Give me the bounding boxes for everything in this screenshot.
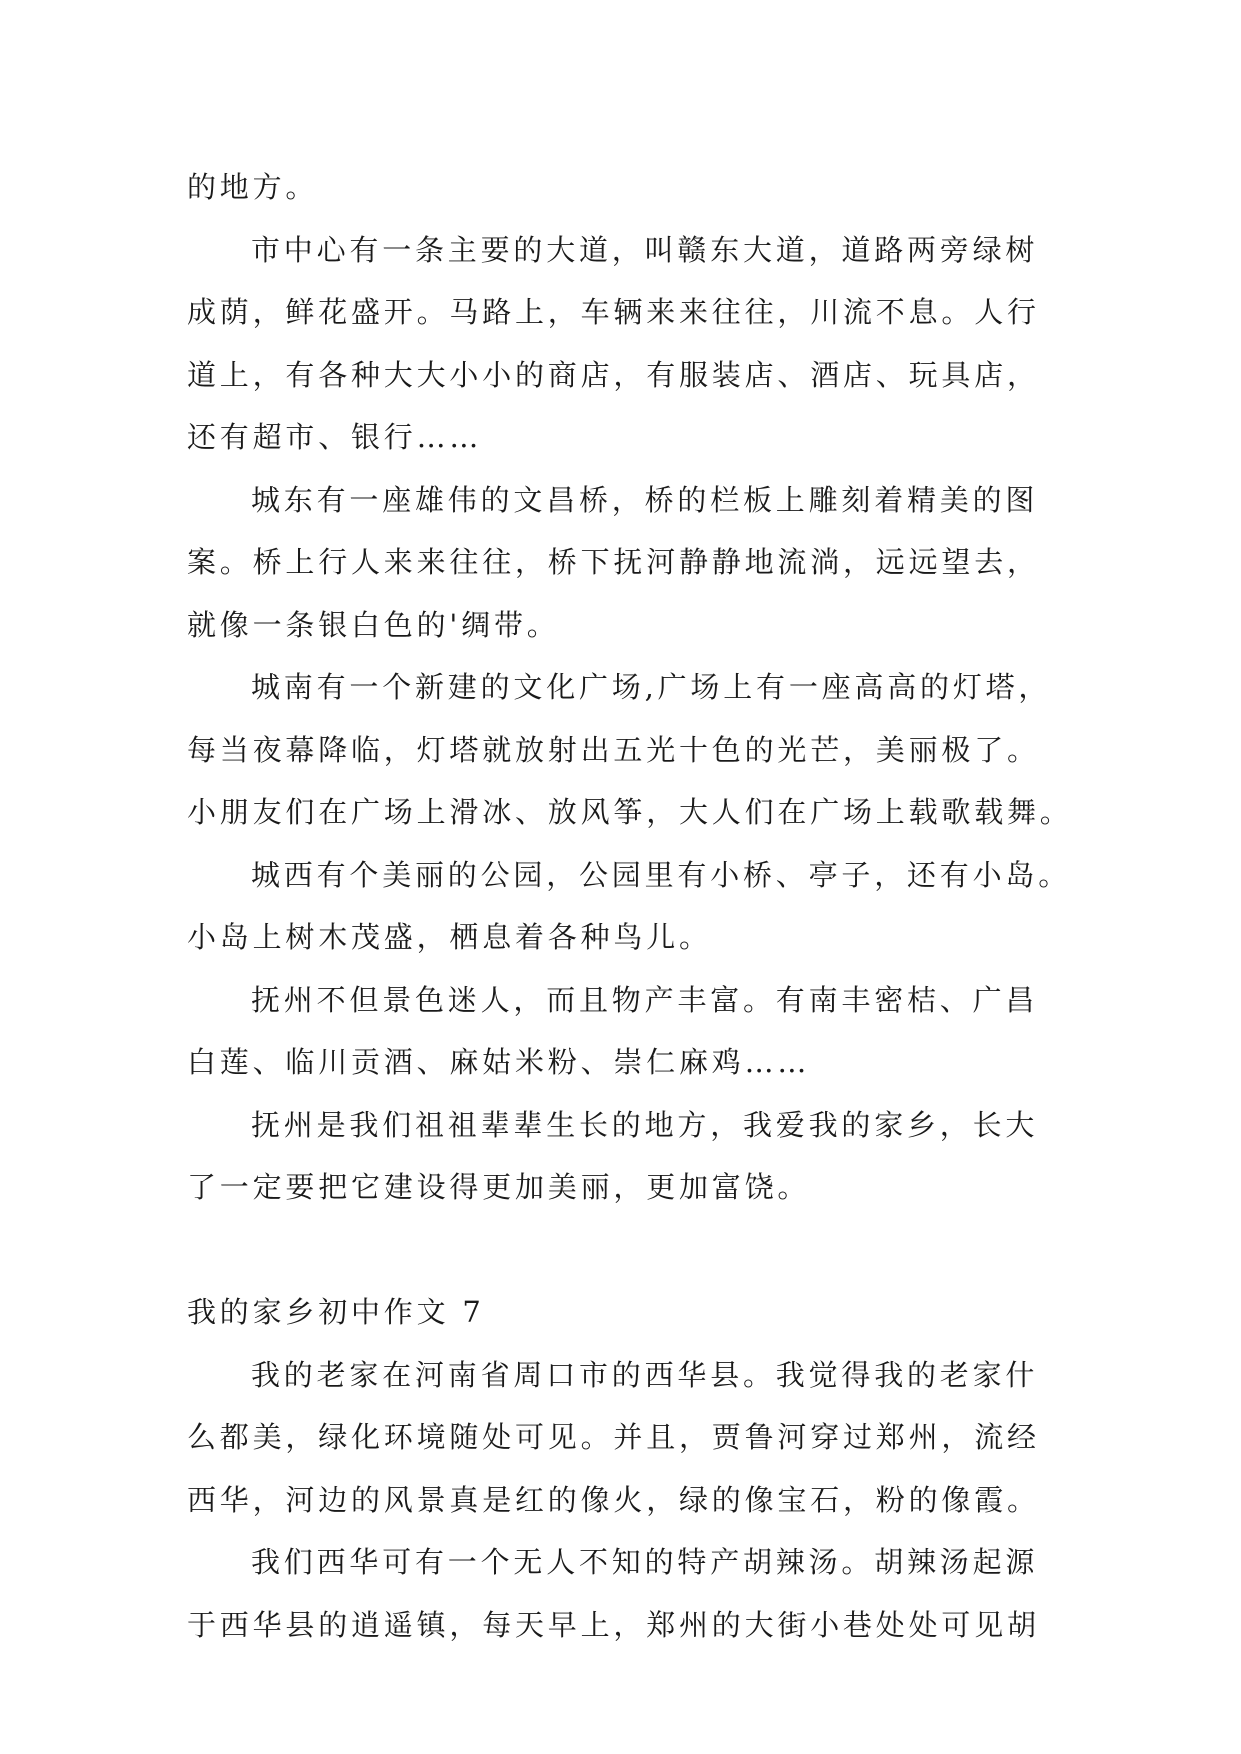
section-spacer [187,1219,1087,1282]
paragraph-line: 城西有个美丽的公园，公园里有小桥、亭子，还有小岛。 [251,857,1072,892]
paragraph-line: 我们西华可有一个无人不知的特产胡辣汤。胡辣汤起源 [251,1545,1039,1579]
paragraph-line: 抚州不但景色迷人，而且物产丰富。有南丰密桔、广昌 [251,982,1039,1017]
paragraph-line: 么都美，绿化环境随处可见。并且，贾鲁河穿过郑州，流经 [187,1420,1040,1454]
paragraph-line: 成荫，鲜花盛开。马路上，车辆来来往往，川流不息。人行 [187,295,1040,329]
paragraph-line: 还有超市、银行…… [187,420,483,454]
paragraph-line: 西华，河边的风景真是红的像火，绿的像宝石，粉的像霞。 [187,1482,1040,1517]
essay-section-2 [187,1281,1087,1656]
paragraph-line: 案。桥上行人来来往往，桥下抚河静静地流淌，远远望去， [187,545,1040,579]
essay-title: 我的家乡初中作文 7 [187,1295,485,1329]
paragraph-line: 小朋友们在广场上滑冰、放风筝，大人们在广场上载歌载舞。 [187,795,1073,829]
paragraph-line: 小岛上树木茂盛，栖息着各种鸟儿。 [187,920,712,954]
paragraph-line: 抚州是我们祖祖辈辈生长的地方，我爱我的家乡，长大 [251,1107,1039,1142]
paragraph-line: 城东有一座雄伟的文昌桥，桥的栏板上雕刻着精美的图 [251,482,1039,517]
paragraph-line: 白莲、临川贡酒、麻姑米粉、崇仁麻鸡…… [187,1045,811,1079]
essay-section-1 [187,156,1087,1219]
paragraph-line: 于西华县的逍遥镇，每天早上，郑州的大街小巷处处可见胡 [187,1607,1040,1642]
document-body [187,156,1087,1656]
paragraph-line: 城南有一个新建的文化广场,广场上有一座高高的灯塔， [251,670,1052,704]
paragraph-line: 的地方。 [187,170,319,204]
paragraph-line: 就像一条银白色的'绸带。 [187,607,560,642]
paragraph-line: 每当夜幕降临，灯塔就放射出五光十色的光芒，美丽极了。 [187,732,1040,767]
paragraph-line: 我的老家在河南省周口市的西华县。我觉得我的老家什 [251,1357,1039,1392]
paragraph-line: 道上，有各种大大小小的商店，有服装店、酒店、玩具店， [187,357,1040,392]
paragraph-line: 了一定要把它建设得更加美丽，更加富饶。 [187,1170,811,1204]
paragraph-line: 市中心有一条主要的大道，叫赣东大道，道路两旁绿树 [251,232,1039,267]
